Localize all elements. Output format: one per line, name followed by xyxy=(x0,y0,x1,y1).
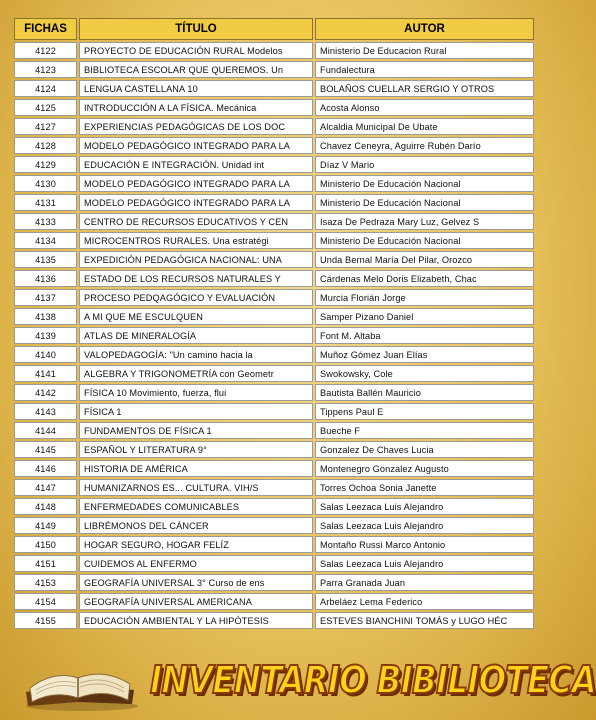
cell-ficha: 4145 xyxy=(14,441,77,458)
cell-ficha: 4122 xyxy=(14,42,77,59)
cell-ficha: 4154 xyxy=(14,593,77,610)
cell-titulo: GEOGRAFÍA UNIVERSAL 3° Curso de ens xyxy=(79,574,313,591)
cell-autor: Muñoz Gómez Juan Elías xyxy=(315,346,534,363)
cell-titulo: EDUCACIÓN AMBIENTAL Y LA HIPÓTESIS xyxy=(79,612,313,629)
table-row xyxy=(14,346,534,363)
table-row xyxy=(14,213,534,230)
table-row xyxy=(14,137,534,154)
cell-autor: Font M. Altaba xyxy=(315,327,534,344)
cell-ficha: 4147 xyxy=(14,479,77,496)
cell-autor: Cárdenas Melo Doris Elizabeth, Chac xyxy=(315,270,534,287)
header-row xyxy=(14,18,534,40)
table-row xyxy=(14,61,534,78)
cell-titulo: GEOGRAFÍA UNIVERSAL AMERICANA xyxy=(79,593,313,610)
cell-ficha: 4150 xyxy=(14,536,77,553)
table-body xyxy=(14,42,534,629)
cell-ficha: 4155 xyxy=(14,612,77,629)
cell-titulo: ENFERMEDADES COMUNICABLES xyxy=(79,498,313,515)
cell-titulo: EDUCACIÓN E INTEGRACIÓN. Unidad int xyxy=(79,156,313,173)
cell-ficha: 4140 xyxy=(14,346,77,363)
cell-ficha: 4133 xyxy=(14,213,77,230)
table-row xyxy=(14,536,534,553)
cell-ficha: 4148 xyxy=(14,498,77,515)
inventory-table xyxy=(12,16,536,631)
table-row xyxy=(14,156,534,173)
cell-titulo: CENTRO DE RECURSOS EDUCATIVOS Y CEN xyxy=(79,213,313,230)
cell-autor: Alcaldia Municipal De Ubate xyxy=(315,118,534,135)
cell-titulo: ESTADO DE LOS RECURSOS NATURALES Y xyxy=(79,270,313,287)
table-row xyxy=(14,384,534,401)
cell-ficha: 4134 xyxy=(14,232,77,249)
cell-titulo: VALOPEDAGOGÍA: "Un camino hacia la xyxy=(79,346,313,363)
cell-titulo: HISTORIA DE AMÉRICA xyxy=(79,460,313,477)
cell-autor: Parra Granada Juan xyxy=(315,574,534,591)
cell-ficha: 4128 xyxy=(14,137,77,154)
cell-ficha: 4131 xyxy=(14,194,77,211)
cell-ficha: 4137 xyxy=(14,289,77,306)
cell-autor: Ministerio De Educación Nacional xyxy=(315,194,534,211)
table-row xyxy=(14,232,534,249)
cell-ficha: 4141 xyxy=(14,365,77,382)
cell-titulo: MODELO PEDAGÓGICO INTEGRADO PARA LA xyxy=(79,137,313,154)
cell-ficha: 4153 xyxy=(14,574,77,591)
cell-autor: Gonzalez De Chaves Lucia xyxy=(315,441,534,458)
header-autor: AUTOR xyxy=(315,18,534,40)
cell-titulo: HUMANIZARNOS ES... CULTURA. VIH/S xyxy=(79,479,313,496)
cell-ficha: 4142 xyxy=(14,384,77,401)
cell-titulo: MODELO PEDAGÓGICO INTEGRADO PARA LA xyxy=(79,194,313,211)
cell-ficha: 4123 xyxy=(14,61,77,78)
cell-titulo: INTRODUCCIÓN A LA FÍSICA. Mecánica xyxy=(79,99,313,116)
cell-autor: Tippens Paul E xyxy=(315,403,534,420)
cell-autor: Unda Bernal María Del Pilar, Orozco xyxy=(315,251,534,268)
cell-ficha: 4136 xyxy=(14,270,77,287)
header-fichas: FICHAS xyxy=(14,18,77,40)
banner-title: INVENTARIO BIBILIOTECA xyxy=(150,658,596,702)
cell-autor: Fundalectura xyxy=(315,61,534,78)
cell-ficha: 4125 xyxy=(14,99,77,116)
table-row xyxy=(14,251,534,268)
table-row xyxy=(14,118,534,135)
cell-autor: Chavez Ceneyra, Aguirre Rubén Darío xyxy=(315,137,534,154)
cell-ficha: 4149 xyxy=(14,517,77,534)
cell-ficha: 4143 xyxy=(14,403,77,420)
table-row xyxy=(14,422,534,439)
table-row xyxy=(14,612,534,629)
cell-autor: Díaz V Mario xyxy=(315,156,534,173)
table-row xyxy=(14,365,534,382)
header-titulo: TÍTULO xyxy=(79,18,313,40)
cell-autor: Torres Ochoa Sonia Janette xyxy=(315,479,534,496)
cell-autor: Salas Leezaca Luis Alejandro xyxy=(315,555,534,572)
cell-autor: Montaño Russi Marco Antonio xyxy=(315,536,534,553)
table-row xyxy=(14,498,534,515)
cell-autor: Bautista Ballén Mauricio xyxy=(315,384,534,401)
table-row xyxy=(14,327,534,344)
table-row xyxy=(14,517,534,534)
table-row xyxy=(14,441,534,458)
cell-titulo: FÍSICA 1 xyxy=(79,403,313,420)
cell-ficha: 4135 xyxy=(14,251,77,268)
cell-titulo: LIBRÉMONOS DEL CÁNCER xyxy=(79,517,313,534)
cell-ficha: 4127 xyxy=(14,118,77,135)
cell-autor: Isaza De Pedraza Mary Luz, Gelvez S xyxy=(315,213,534,230)
table-row xyxy=(14,403,534,420)
table-row xyxy=(14,460,534,477)
cell-titulo: MICROCENTROS RURALES. Una estratégi xyxy=(79,232,313,249)
table-row xyxy=(14,80,534,97)
cell-titulo: PROYECTO DE EDUCACIÓN RURAL Modelos xyxy=(79,42,313,59)
cell-autor: Bueche F xyxy=(315,422,534,439)
cell-autor: BOLAÑOS CUELLAR SERGIO Y OTROS xyxy=(315,80,534,97)
cell-titulo: MODELO PEDAGÓGICO INTEGRADO PARA LA xyxy=(79,175,313,192)
cell-ficha: 4138 xyxy=(14,308,77,325)
cell-autor: Salas Leezaca Luis Alejandro xyxy=(315,498,534,515)
table-row xyxy=(14,194,534,211)
cell-titulo: PROCESO PEDQAGÓGICO Y EVALUACIÓN xyxy=(79,289,313,306)
cell-ficha: 4151 xyxy=(14,555,77,572)
cell-titulo: LENGUA CASTELLANA 10 xyxy=(79,80,313,97)
cell-ficha: 4130 xyxy=(14,175,77,192)
cell-autor: Murcia Florián Jorge xyxy=(315,289,534,306)
table-row xyxy=(14,175,534,192)
cell-titulo: FÍSICA 10 Movimiento, fuerza, flui xyxy=(79,384,313,401)
cell-autor: Ministerio De Educación Nacional xyxy=(315,232,534,249)
cell-ficha: 4146 xyxy=(14,460,77,477)
table-row xyxy=(14,574,534,591)
cell-autor: Ministerio De Educación Nacional xyxy=(315,175,534,192)
table-row xyxy=(14,270,534,287)
open-book-icon xyxy=(20,648,140,712)
table-row xyxy=(14,479,534,496)
cell-ficha: 4129 xyxy=(14,156,77,173)
cell-autor: ESTEVES BIANCHINI TOMÁS y LUGO HÉC xyxy=(315,612,534,629)
cell-titulo: EXPERIENCIAS PEDAGÓGICAS DE LOS DOC xyxy=(79,118,313,135)
cell-autor: Swokowsky, Cole xyxy=(315,365,534,382)
cell-autor: Samper Pizano Daniel xyxy=(315,308,534,325)
cell-titulo: BIBLIOTECA ESCOLAR QUE QUEREMOS. Un xyxy=(79,61,313,78)
table-row xyxy=(14,555,534,572)
cell-ficha: 4124 xyxy=(14,80,77,97)
cell-autor: Montenegro Gonzalez Augusto xyxy=(315,460,534,477)
table-row xyxy=(14,308,534,325)
table-row xyxy=(14,289,534,306)
cell-titulo: EXPEDICIÓN PEDAGÓGICA NACIONAL: UNA xyxy=(79,251,313,268)
cell-titulo: ALGEBRA Y TRIGONOMETRÍA con Geometr xyxy=(79,365,313,382)
cell-titulo: ATLAS DE MINERALOGÍA xyxy=(79,327,313,344)
table-row xyxy=(14,593,534,610)
cell-autor: Salas Leezaca Luis Alejandro xyxy=(315,517,534,534)
cell-titulo: HOGAR SEGURO, HOGAR FELÍZ xyxy=(79,536,313,553)
cell-titulo: CUIDEMOS AL ENFERMO xyxy=(79,555,313,572)
cell-autor: Acosta Alonso xyxy=(315,99,534,116)
cell-autor: Arbeláez Lema Federico xyxy=(315,593,534,610)
cell-ficha: 4139 xyxy=(14,327,77,344)
cell-autor: Ministerio De Educacion Rural xyxy=(315,42,534,59)
cell-titulo: A MI QUE ME ESCULQUEN xyxy=(79,308,313,325)
cell-ficha: 4144 xyxy=(14,422,77,439)
table-row xyxy=(14,99,534,116)
cell-titulo: ESPAÑOL Y LITERATURA 9° xyxy=(79,441,313,458)
cell-titulo: FUNDAMENTOS DE FÍSICA 1 xyxy=(79,422,313,439)
table-row xyxy=(14,42,534,59)
